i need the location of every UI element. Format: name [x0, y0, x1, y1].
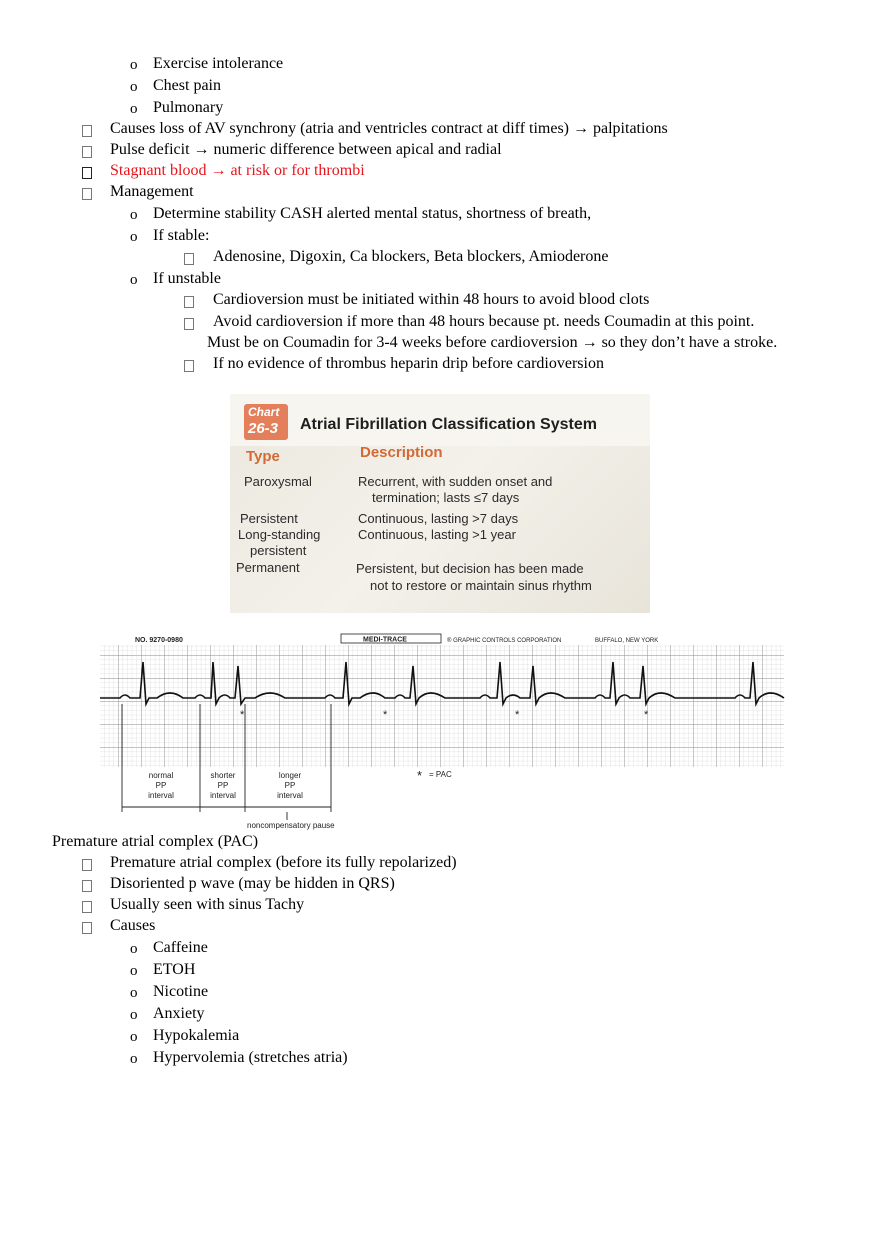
list-marker-o: o	[130, 985, 138, 1001]
list-marker-o: o	[130, 101, 138, 117]
pac-star-icon: *	[515, 709, 520, 721]
pause-label: noncompensatory pause	[247, 821, 335, 830]
chart-badge-line2: 26-3	[248, 420, 279, 437]
interval-label: shorter	[210, 771, 236, 780]
list-item: Causes	[110, 917, 156, 934]
list-marker-o: o	[130, 57, 138, 73]
list-item: If unstable	[153, 270, 221, 287]
list-marker-o: o	[130, 1007, 138, 1023]
list-item: Management	[110, 183, 194, 200]
list-marker-o: o	[130, 79, 138, 95]
chart-row-type: Permanent	[236, 560, 300, 575]
list-item: Avoid cardioversion if more than 48 hours because pt. needs Coumadin at this point.	[213, 313, 755, 330]
section-heading: Premature atrial complex (PAC)	[52, 833, 259, 850]
chart-row-desc: Continuous, lasting >1 year	[358, 527, 516, 542]
chart-badge-line1: Chart	[248, 405, 280, 419]
list-item: Pulse deficit → numeric difference between apical and radial	[110, 141, 502, 158]
list-item: Chest pain	[153, 77, 221, 94]
chart-row-desc: Persistent, but decision has been made	[356, 561, 584, 576]
chart-row-desc: termination; lasts ≤7 days	[372, 490, 520, 505]
interval-label: PP	[155, 781, 167, 790]
chart-badge	[244, 404, 288, 440]
list-item-highlight: Stagnant blood → at risk or for thrombi	[110, 162, 365, 179]
ecg-brand: MEDI-TRACE	[363, 636, 407, 644]
list-marker-o: o	[130, 272, 138, 288]
interval-label: interval	[210, 791, 236, 800]
chart-row-type: persistent	[250, 543, 307, 558]
chart-row-type: Long-standing	[238, 527, 321, 542]
list-item-continuation: Must be on Coumadin for 3-4 weeks before cardioversion → so they don’t have a stroke.	[207, 334, 778, 351]
ecg-grid	[100, 645, 784, 767]
chart-row-desc: Continuous, lasting >7 days	[358, 511, 519, 526]
list-item: If stable:	[153, 227, 210, 244]
chart-row-type: Persistent	[240, 511, 298, 526]
list-item: Disoriented p wave (may be hidden in QRS)	[110, 875, 395, 892]
list-marker-o: o	[130, 1051, 138, 1067]
chart-row-desc: Recurrent, with sudden onset and	[358, 474, 553, 489]
ecg-company: ® GRAPHIC CONTROLS CORPORATION	[447, 638, 562, 644]
pac-star-icon: *	[240, 709, 245, 721]
pac-star-icon: *	[644, 709, 649, 721]
list-item: Determine stability CASH alerted mental status, shortness of breath,	[153, 205, 592, 222]
chart-row-desc: not to restore or maintain sinus rhythm	[370, 578, 592, 593]
list-marker-o: o	[130, 207, 138, 223]
list-item: Pulmonary	[153, 99, 224, 116]
chart-title: Atrial Fibrillation Classification System	[300, 416, 597, 433]
list-item: Anxiety	[153, 1005, 205, 1022]
list-item: Adenosine, Digoxin, Ca blockers, Beta blockers, Amioderone	[213, 248, 609, 265]
list-item: Premature atrial complex (before its fully repolarized)	[110, 854, 457, 871]
chart-row-type: Paroxysmal	[244, 474, 312, 489]
list-item: Cardioversion must be initiated within 48 hours to avoid blood clots	[213, 291, 650, 308]
interval-label: PP	[284, 781, 296, 790]
list-item: If no evidence of thrombus heparin drip before cardioversion	[213, 355, 604, 372]
list-item: Causes loss of AV synchrony (atria and ventricles contract at diff times) → palpitations	[110, 120, 668, 137]
ecg-city: BUFFALO, NEW YORK	[595, 638, 659, 644]
pac-legend-star-icon: *	[417, 768, 423, 783]
ecg-strip	[95, 632, 785, 832]
interval-label: normal	[148, 771, 174, 780]
list-marker-o: o	[130, 941, 138, 957]
interval-label: interval	[277, 791, 303, 800]
interval-label: PP	[217, 781, 229, 790]
pac-star-icon: *	[383, 709, 388, 721]
list-item: Hypokalemia	[153, 1027, 240, 1044]
interval-label: longer	[278, 771, 302, 780]
list-item: ETOH	[153, 961, 196, 978]
list-item: Hypervolemia (stretches atria)	[153, 1049, 348, 1066]
chart-col-type: Type	[246, 448, 280, 465]
list-item: Nicotine	[153, 983, 209, 1000]
list-item: Caffeine	[153, 939, 208, 956]
interval-label: interval	[148, 791, 174, 800]
chart-col-description: Description	[360, 444, 443, 461]
list-item: Usually seen with sinus Tachy	[110, 896, 305, 913]
afib-classification-chart	[230, 394, 650, 613]
list-marker-o: o	[130, 229, 138, 245]
list-marker-o: o	[130, 963, 138, 979]
ecg-number-label: NO. 9270-0980	[135, 637, 183, 644]
list-marker-o: o	[130, 1029, 138, 1045]
pac-legend: = PAC	[429, 770, 452, 779]
list-item: Exercise intolerance	[153, 55, 284, 72]
